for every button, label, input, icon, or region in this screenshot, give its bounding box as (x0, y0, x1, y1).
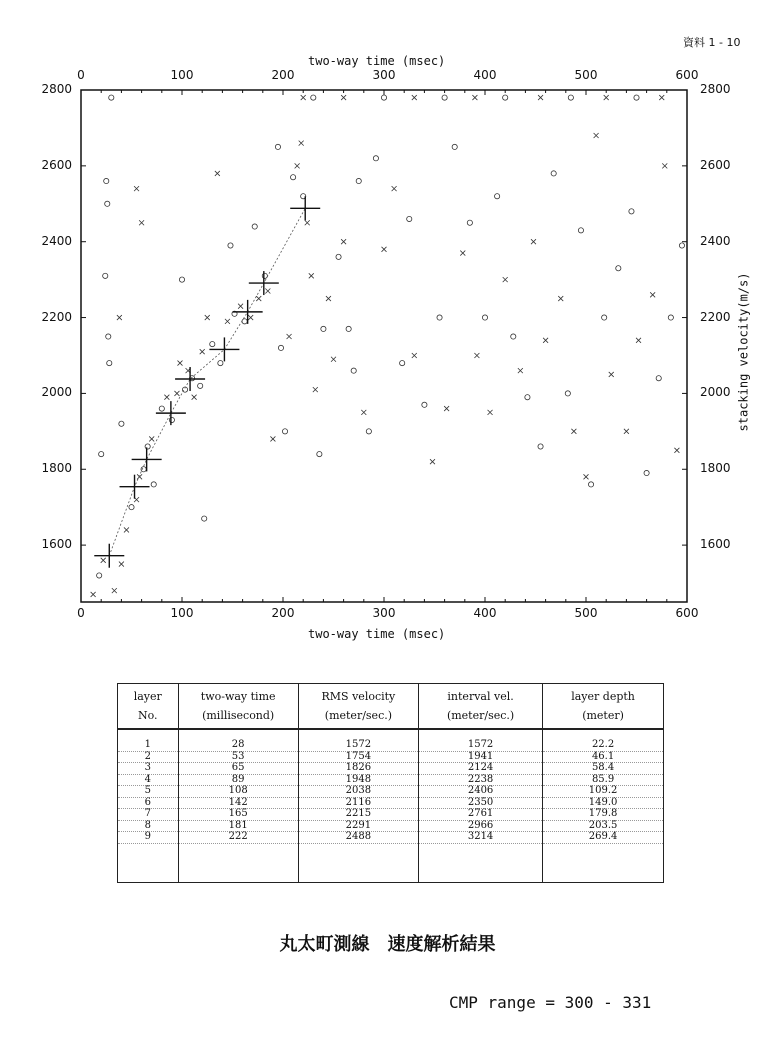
cell-interval-vel: 1941 (419, 752, 542, 764)
semblance-point-circle (278, 345, 283, 350)
cell-layer-no: 8 (118, 821, 178, 833)
header-two-way-time: two-way time (millisecond) (178, 684, 298, 730)
semblance-point-cross (674, 448, 679, 453)
semblance-point-cross (594, 133, 599, 138)
x-tick-label-top: 100 (170, 68, 194, 82)
semblance-point-cross (609, 372, 614, 377)
semblance-point-circle (141, 467, 146, 472)
cmp-range: CMP range = 300 - 331 (449, 993, 652, 1012)
semblance-point-cross (117, 315, 122, 320)
semblance-point-circle (179, 277, 184, 282)
column-two-way-time (178, 729, 298, 883)
semblance-point-cross (177, 361, 182, 366)
cell-interval-vel: 2350 (419, 798, 542, 810)
x-tick-label-top: 200 (271, 68, 295, 82)
y-tick-label-right: 2600 (700, 157, 731, 172)
figure-caption: 丸太町測線 速度解析結果 (279, 934, 496, 955)
x-tick-label-top: 0 (77, 68, 85, 82)
semblance-point-circle (228, 243, 233, 248)
semblance-point-circle (321, 326, 326, 331)
semblance-point-circle (629, 209, 634, 214)
semblance-point-circle (602, 315, 607, 320)
y-tick-label-right: 1800 (700, 461, 731, 476)
cell-interval-vel: 2966 (419, 821, 542, 833)
cell-rms-velocity: 2291 (299, 821, 418, 833)
x-tick-label-top: 500 (574, 68, 598, 82)
semblance-point-circle (252, 224, 257, 229)
cell-interval-vel: 2124 (419, 763, 542, 775)
semblance-point-cross (149, 436, 154, 441)
cell-layer-no: 3 (118, 763, 178, 775)
semblance-point-circle (145, 444, 150, 449)
cell-rms-velocity: 1948 (299, 775, 418, 787)
y-tick-label-left: 2600 (41, 157, 72, 172)
semblance-point-circle (311, 95, 316, 100)
header-interval-vel: interval vel. (meter/sec.) (419, 684, 543, 730)
cell-rms-velocity: 2215 (299, 809, 418, 821)
semblance-point-circle (551, 171, 556, 176)
x-tick-label-bottom: 300 (372, 606, 396, 620)
semblance-point-circle (452, 144, 457, 149)
semblance-point-circle (495, 194, 500, 199)
cell-rms-velocity: 1754 (299, 752, 418, 764)
semblance-point-circle (511, 334, 516, 339)
semblance-point-cross (659, 95, 664, 100)
cell-interval-vel: 3214 (419, 832, 542, 844)
cell-layer-no: 9 (118, 832, 178, 844)
semblance-point-cross (101, 558, 106, 563)
semblance-point-cross (225, 319, 230, 324)
semblance-point-circle (106, 334, 111, 339)
semblance-point-circle (525, 395, 530, 400)
y-tick-label-left: 2200 (41, 309, 72, 324)
semblance-point-circle (104, 178, 109, 183)
semblance-point-circle (317, 451, 322, 456)
semblance-point-circle (568, 95, 573, 100)
semblance-point-circle (644, 470, 649, 475)
cell-layer-no: 6 (118, 798, 178, 810)
header-layer-depth: layer depth (meter) (543, 684, 664, 730)
cell-layer-depth: 85.9 (543, 775, 663, 787)
cell-layer-depth: 179.8 (543, 809, 663, 821)
semblance-point-circle (381, 95, 386, 100)
semblance-point-circle (169, 417, 174, 422)
semblance-point-cross (636, 338, 641, 343)
cell-layer-depth: 46.1 (543, 752, 663, 764)
semblance-point-cross (124, 527, 129, 532)
semblance-point-circle (109, 95, 114, 100)
semblance-point-cross (604, 95, 609, 100)
semblance-point-cross (571, 429, 576, 434)
semblance-point-circle (407, 216, 412, 221)
semblance-point-cross (299, 141, 304, 146)
semblance-point-cross (139, 220, 144, 225)
cell-layer-no: 2 (118, 752, 178, 764)
y-tick-label-right: 2000 (700, 385, 731, 400)
semblance-point-circle (588, 482, 593, 487)
semblance-point-cross (474, 353, 479, 358)
y-tick-label-left: 2400 (41, 233, 72, 248)
semblance-point-cross (287, 334, 292, 339)
top-x-axis-title: two-way time (msec) (308, 54, 446, 68)
column-layer-no (118, 729, 179, 883)
semblance-point-circle (282, 429, 287, 434)
x-tick-label-top: 600 (675, 68, 699, 82)
semblance-point-circle (656, 376, 661, 381)
x-tick-label-bottom: 200 (271, 606, 295, 620)
semblance-point-cross (503, 277, 508, 282)
semblance-point-cross (112, 588, 117, 593)
y-tick-label-right: 2200 (700, 309, 731, 324)
semblance-point-cross (119, 562, 124, 567)
x-tick-label-bottom: 400 (473, 606, 497, 620)
semblance-point-circle (262, 273, 267, 278)
cell-layer-no: 5 (118, 786, 178, 798)
semblance-point-circle (99, 451, 104, 456)
semblance-point-circle (107, 360, 112, 365)
semblance-point-circle (503, 95, 508, 100)
cell-layer-no: 1 (118, 740, 178, 752)
semblance-point-circle (373, 156, 378, 161)
semblance-point-circle (437, 315, 442, 320)
semblance-point-cross (662, 163, 667, 168)
semblance-point-cross (430, 459, 435, 464)
semblance-point-circle (346, 326, 351, 331)
y-tick-label-left: 1800 (41, 461, 72, 476)
cell-rms-velocity: 1572 (299, 740, 418, 752)
semblance-point-cross (215, 171, 220, 176)
table-body-row (118, 729, 664, 883)
cell-rms-velocity: 2488 (299, 832, 418, 844)
semblance-point-cross (460, 251, 465, 256)
semblance-point-circle (242, 319, 247, 324)
cell-two-way-time: 165 (179, 809, 298, 821)
cell-rms-velocity: 2116 (299, 798, 418, 810)
semblance-point-circle (105, 201, 110, 206)
semblance-point-cross (543, 338, 548, 343)
cell-layer-depth: 58.4 (543, 763, 663, 775)
x-tick-label-bottom: 0 (77, 606, 85, 620)
cell-two-way-time: 108 (179, 786, 298, 798)
semblance-point-circle (422, 402, 427, 407)
semblance-point-circle (129, 505, 134, 510)
cell-interval-vel: 2238 (419, 775, 542, 787)
y-tick-label-right: 2800 (700, 82, 731, 96)
cell-two-way-time: 53 (179, 752, 298, 764)
semblance-point-cross (326, 296, 331, 301)
table-header-row (118, 684, 664, 730)
semblance-point-circle (198, 383, 203, 388)
semblance-point-circle (97, 573, 102, 578)
x-tick-label-top: 400 (473, 68, 497, 82)
cell-two-way-time: 142 (179, 798, 298, 810)
x-tick-label-bottom: 500 (574, 606, 598, 620)
header-rms-velocity: RMS velocity (meter/sec.) (298, 684, 418, 730)
semblance-point-circle (119, 421, 124, 426)
y-tick-label-right: 1600 (700, 537, 731, 552)
semblance-point-circle (336, 254, 341, 259)
semblance-point-cross (192, 395, 197, 400)
cell-layer-depth: 203.5 (543, 821, 663, 833)
semblance-point-circle (210, 342, 215, 347)
cell-interval-vel: 2761 (419, 809, 542, 821)
semblance-point-circle (103, 273, 108, 278)
semblance-point-cross (270, 436, 275, 441)
semblance-point-cross (412, 353, 417, 358)
x-tick-label-bottom: 600 (675, 606, 699, 620)
semblance-point-cross (137, 474, 142, 479)
semblance-point-cross (584, 474, 589, 479)
semblance-point-circle (351, 368, 356, 373)
semblance-point-cross (331, 357, 336, 362)
semblance-point-cross (238, 304, 243, 309)
semblance-point-circle (634, 95, 639, 100)
semblance-point-cross (392, 186, 397, 191)
semblance-point-cross (313, 387, 318, 392)
semblance-point-circle (467, 220, 472, 225)
column-rms-velocity (298, 729, 418, 883)
semblance-point-cross (205, 315, 210, 320)
semblance-point-cross (382, 247, 387, 252)
semblance-point-cross (488, 410, 493, 415)
column-layer-depth (543, 729, 664, 883)
header-layer: layer No. (118, 684, 179, 730)
cell-layer-depth: 269.4 (543, 832, 663, 844)
semblance-point-cross (412, 95, 417, 100)
velocity-table (117, 683, 664, 883)
plot-frame (81, 90, 687, 602)
semblance-point-cross (444, 406, 449, 411)
semblance-point-circle (356, 178, 361, 183)
semblance-point-cross (301, 95, 306, 100)
semblance-point-circle (538, 444, 543, 449)
cell-two-way-time: 28 (179, 740, 298, 752)
semblance-point-circle (151, 482, 156, 487)
column-interval-vel (419, 729, 543, 883)
semblance-point-cross (531, 239, 536, 244)
cell-two-way-time: 222 (179, 832, 298, 844)
semblance-point-circle (291, 175, 296, 180)
x-tick-label-top: 300 (372, 68, 396, 82)
semblance-point-cross (624, 429, 629, 434)
cell-two-way-time: 65 (179, 763, 298, 775)
semblance-point-cross (305, 220, 310, 225)
semblance-point-cross (134, 186, 139, 191)
cell-two-way-time: 89 (179, 775, 298, 787)
semblance-point-cross (174, 391, 179, 396)
semblance-point-circle (565, 391, 570, 396)
x-tick-label-bottom: 100 (170, 606, 194, 620)
semblance-point-cross (200, 349, 205, 354)
semblance-point-cross (341, 95, 346, 100)
y-tick-label-left: 2000 (41, 385, 72, 400)
semblance-point-circle (578, 228, 583, 233)
semblance-point-cross (309, 273, 314, 278)
cell-rms-velocity: 1826 (299, 763, 418, 775)
semblance-point-circle (400, 360, 405, 365)
semblance-point-cross (265, 289, 270, 294)
semblance-point-circle (616, 266, 621, 271)
semblance-point-cross (472, 95, 477, 100)
semblance-point-cross (650, 292, 655, 297)
y-tick-label-left: 1600 (41, 537, 72, 552)
y-tick-label-right: 2400 (700, 233, 731, 248)
semblance-point-circle (442, 95, 447, 100)
cell-layer-no: 7 (118, 809, 178, 821)
cell-layer-depth: 22.2 (543, 740, 663, 752)
cell-rms-velocity: 2038 (299, 786, 418, 798)
semblance-point-cross (248, 315, 253, 320)
semblance-point-cross (341, 239, 346, 244)
page-reference: 資料 1 - 10 (683, 36, 741, 49)
semblance-point-cross (164, 395, 169, 400)
semblance-point-cross (361, 410, 366, 415)
cell-two-way-time: 181 (179, 821, 298, 833)
cell-interval-vel: 2406 (419, 786, 542, 798)
semblance-point-cross (558, 296, 563, 301)
y-tick-label-left: 2800 (41, 82, 72, 96)
semblance-point-circle (679, 243, 684, 248)
semblance-point-circle (668, 315, 673, 320)
cell-layer-depth: 109.2 (543, 786, 663, 798)
cell-interval-vel: 1572 (419, 740, 542, 752)
semblance-point-cross (91, 592, 96, 597)
semblance-point-circle (366, 429, 371, 434)
semblance-point-cross (295, 163, 300, 168)
semblance-point-circle (202, 516, 207, 521)
semblance-point-cross (518, 368, 523, 373)
right-y-axis-title: stacking velocity(m/s) (736, 272, 751, 432)
semblance-point-circle (218, 360, 223, 365)
picked-velocity-line (109, 208, 305, 555)
semblance-point-cross (538, 95, 543, 100)
cell-layer-depth: 149.0 (543, 798, 663, 810)
semblance-point-circle (159, 406, 164, 411)
semblance-point-circle (482, 315, 487, 320)
semblance-point-circle (275, 144, 280, 149)
chart-marks (81, 90, 687, 602)
semblance-point-cross (256, 296, 261, 301)
bottom-x-axis-title: two-way time (msec) (308, 627, 446, 641)
cell-layer-no: 4 (118, 775, 178, 787)
